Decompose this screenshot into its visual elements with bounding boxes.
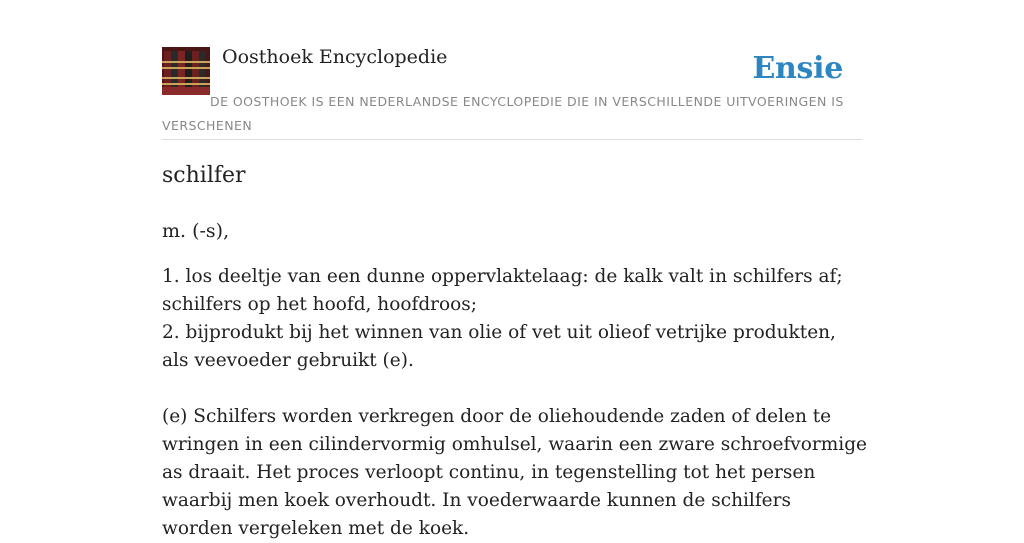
site-tagline: DE OOSTHOEK IS EEN NEDERLANDSE ENCYCLOPEDIE DIE IN VERSCHILLENDE UITVOERINGEN IS VERSCHENEN — [162, 94, 844, 133]
definition-1: 1. los deeltje van een dunne oppervlaktelaag: de kalk valt in schilfers af; schilfers op het hoofd, hoofdroos; — [162, 266, 843, 315]
site-name[interactable]: Oosthoek Encyclopedie — [222, 46, 448, 68]
encyclopedia-books-icon[interactable] — [162, 47, 210, 95]
article-body — [162, 263, 867, 543]
definition-2: 2. bijprodukt bij het winnen van olie of vet uit olieof vetrijke produkten, als veevoeder gebruikt (e). — [162, 322, 836, 371]
brand-logo[interactable]: Ensie — [752, 51, 843, 86]
site-header — [162, 0, 862, 140]
page-container — [162, 0, 867, 539]
page-title: schilfer — [162, 163, 246, 188]
explanatory-note: (e) Schilfers worden verkregen door de oliehoudende zaden of delen te wringen in een cilindervormig omhulsel, waarin een zware schroefvormige as draait. Het proces verloopt continu, in tegenstelling tot het persen waarbij men koek overhoudt. In voederwaarde kunnen de schilfers worden vergeleken met de koek. — [162, 406, 867, 539]
grammar-info: m. (-s), — [162, 220, 230, 242]
